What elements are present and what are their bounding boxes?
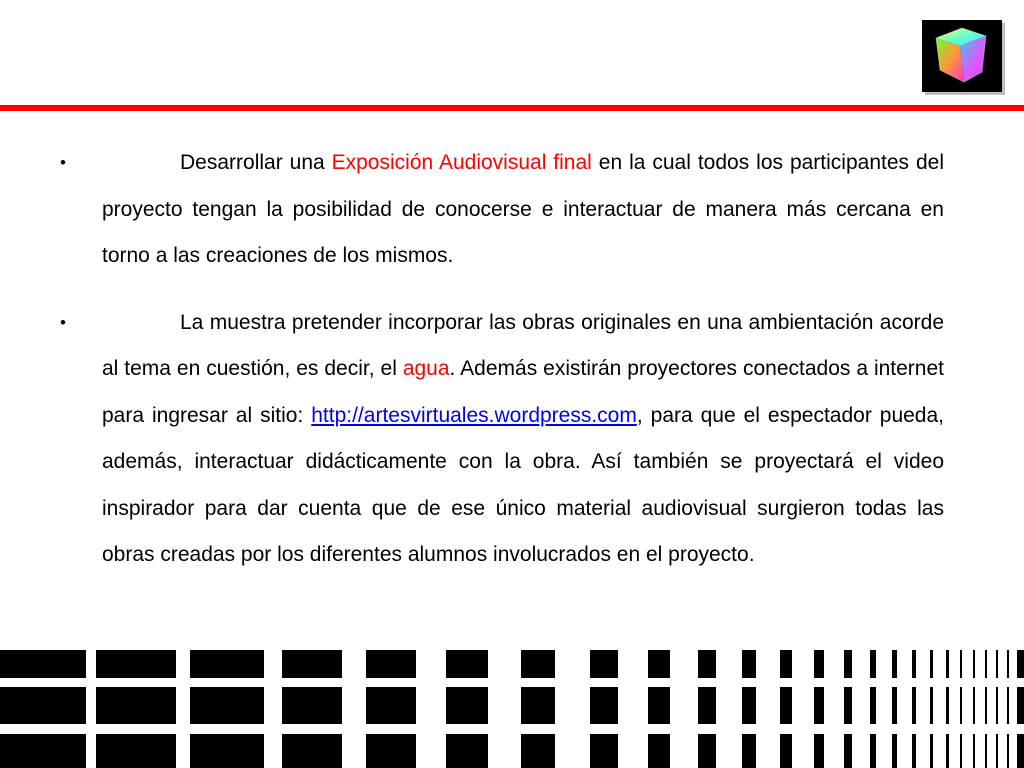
checker-block <box>844 650 852 678</box>
checker-block <box>190 687 264 724</box>
checker-block <box>366 734 416 768</box>
header-red-rule <box>0 105 1024 111</box>
checker-block <box>930 650 933 678</box>
checker-block <box>96 734 176 768</box>
checker-block <box>912 687 916 724</box>
artesvirtuales-link[interactable]: http://artesvirtuales.wordpress.com <box>311 403 637 427</box>
checker-block <box>0 734 86 768</box>
checker-block <box>960 687 962 724</box>
checker-block <box>590 687 618 724</box>
checker-block <box>521 687 555 724</box>
checker-block <box>96 687 176 724</box>
bullet-paragraph <box>102 140 944 280</box>
checker-block <box>844 687 852 724</box>
checker-block <box>996 734 998 768</box>
checkered-footer-pattern <box>0 650 1024 768</box>
checker-block <box>521 650 555 678</box>
checker-block <box>1007 650 1009 678</box>
checker-block <box>1017 734 1024 768</box>
checker-block <box>521 734 555 768</box>
bullet-item-muestra <box>58 300 944 579</box>
checker-block <box>282 734 342 768</box>
checker-block <box>844 734 852 768</box>
checker-block <box>648 734 670 768</box>
checker-block <box>282 650 342 678</box>
bullet-item-exposition <box>58 140 944 280</box>
checker-block <box>698 650 716 678</box>
checker-block <box>1007 687 1009 724</box>
checker-block <box>930 687 933 724</box>
checker-block <box>0 650 86 678</box>
checker-block <box>973 687 975 724</box>
checker-block <box>366 650 416 678</box>
checker-block <box>590 650 618 678</box>
checker-block <box>590 734 618 768</box>
checker-block <box>892 687 897 724</box>
checker-block <box>973 734 975 768</box>
checker-block <box>190 650 264 678</box>
color-cube-logo <box>922 20 1002 92</box>
highlight-agua: agua <box>402 357 450 380</box>
checker-block <box>648 650 670 678</box>
checker-block <box>648 687 670 724</box>
checker-block <box>985 687 987 724</box>
checker-block <box>946 734 949 768</box>
checker-block <box>780 734 792 768</box>
checker-block <box>814 734 824 768</box>
slide-body <box>58 140 944 599</box>
checker-block <box>742 650 756 678</box>
checker-block <box>912 734 916 768</box>
rgb-color-cube-icon <box>928 24 994 88</box>
bullet-marker: • <box>60 153 66 172</box>
checker-block <box>814 650 824 678</box>
checker-block <box>742 687 756 724</box>
checker-block <box>0 687 86 724</box>
checker-block <box>780 687 792 724</box>
checker-pattern-graphic <box>0 650 1024 768</box>
checker-block <box>742 734 756 768</box>
text-segment: en la cual todos los participantes del proyecto tengan la posibilidad de conocerse e interactuar de manera más cercana en torno a las creaciones de los mismos. <box>102 151 944 267</box>
checker-block <box>96 650 176 678</box>
checker-block <box>282 687 342 724</box>
text-segment: . Además existirán proyectores conectados a internet para ingresar al sitio: <box>102 357 944 427</box>
checker-block <box>912 650 916 678</box>
checker-block <box>870 650 876 678</box>
highlight-exposicion-audiovisual: Exposición Audiovisual final <box>331 151 592 174</box>
checker-block <box>946 687 949 724</box>
checker-block <box>870 687 876 724</box>
bullet-marker: • <box>60 312 66 332</box>
checker-block <box>1007 734 1009 768</box>
checker-block <box>973 650 975 678</box>
checker-block <box>698 734 716 768</box>
checker-block <box>930 734 933 768</box>
checker-block <box>996 687 998 724</box>
checker-block <box>814 687 824 724</box>
checker-block <box>892 734 897 768</box>
checker-block <box>446 734 488 768</box>
checker-block <box>870 734 876 768</box>
text-segment: , para que el espectador pueda, además, interactuar didácticamente con la obra. Así también se proyectará el video inspirador para dar cuenta que de ese único material audiovisual surgieron todas las obras creadas por los diferentes alumnos involucrados en el proyecto. <box>102 403 944 566</box>
checker-block <box>780 650 792 678</box>
checker-block <box>446 687 488 724</box>
checker-block <box>446 650 488 678</box>
checker-block <box>985 650 987 678</box>
checker-block <box>960 650 962 678</box>
checker-block <box>190 734 264 768</box>
checker-block <box>960 734 962 768</box>
checker-block <box>1017 687 1024 724</box>
checker-block <box>698 687 716 724</box>
checker-block <box>892 650 897 678</box>
checker-block <box>985 734 987 768</box>
text-segment: La muestra pretender incorporar las obras originales en una ambientación acorde al tema en cuestión, es decir, el <box>102 310 944 380</box>
bullet-paragraph <box>102 300 944 579</box>
checker-block <box>946 650 949 678</box>
checker-block <box>996 650 998 678</box>
text-segment: Desarrollar una <box>180 151 332 174</box>
checker-block <box>1017 650 1024 678</box>
checker-block <box>366 687 416 724</box>
